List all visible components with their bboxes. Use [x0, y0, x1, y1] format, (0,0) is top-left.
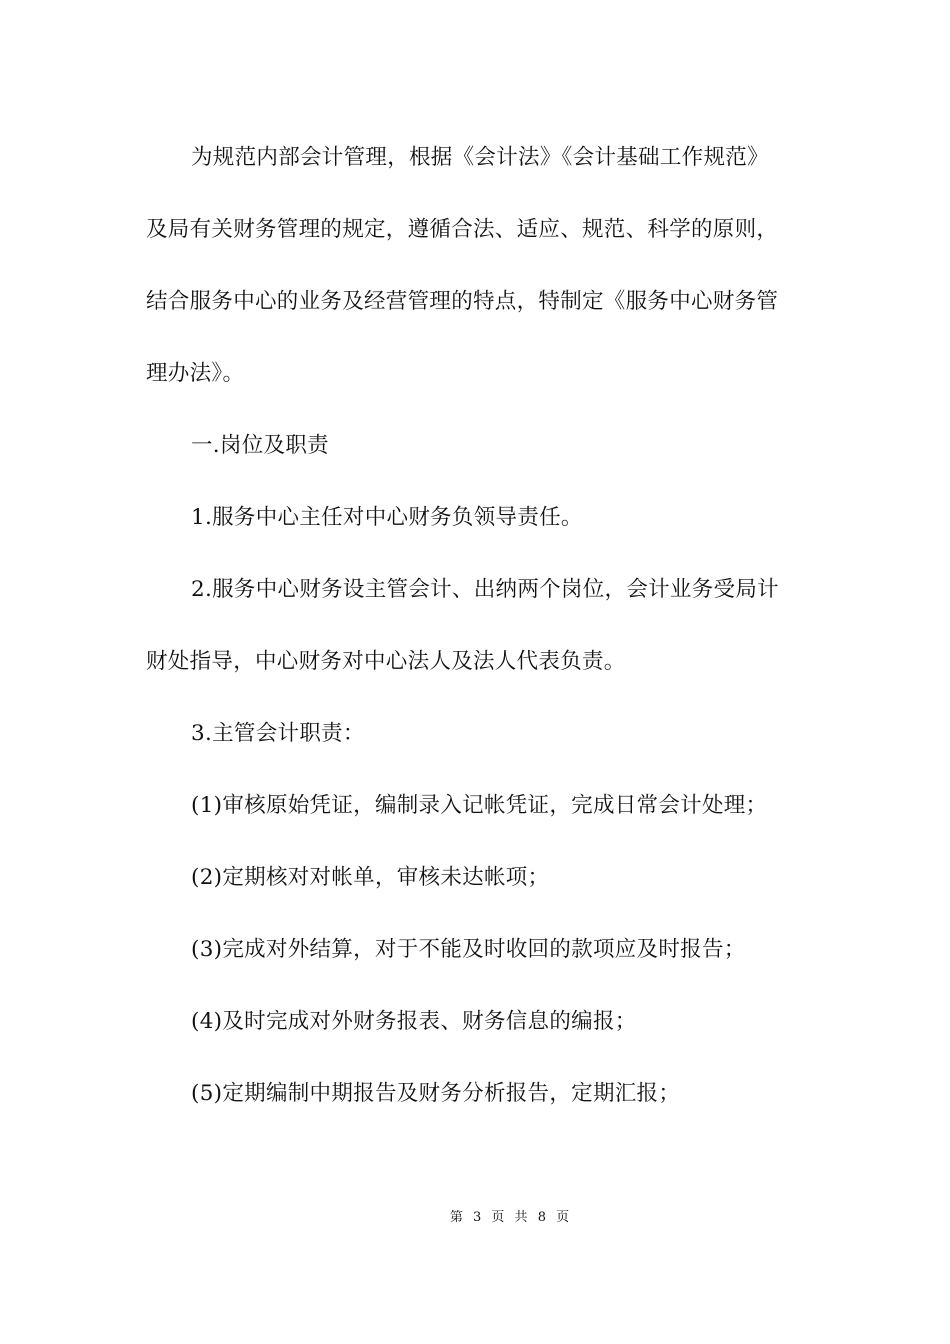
paragraph-line: 2.服务中心财务设主管会计、出纳两个岗位，会计业务受局计 — [191, 577, 779, 602]
paragraph-line: 1.服务中心主任对中心财务负领导责任。 — [191, 505, 583, 530]
section-heading: 一.岗位及职责 — [191, 433, 329, 458]
paragraph-line: 财处指导，中心财务对中心法人及法人代表负责。 — [146, 649, 626, 674]
list-item: (3)完成对外结算，对于不能及时收回的款项应及时报告； — [191, 937, 746, 962]
list-item: (4)及时完成对外财务报表、财务信息的编报； — [191, 1009, 637, 1034]
document-body — [146, 128, 812, 1136]
paragraph-line: 3.主管会计职责： — [191, 721, 365, 746]
list-item: (2)定期核对对帐单，审核未达帐项； — [191, 865, 550, 890]
page-number-footer: 第 3 页 共 8 页 — [449, 1210, 573, 1225]
paragraph-line: 理办法》。 — [146, 361, 245, 386]
paragraph-line: 及局有关财务管理的规定，遵循合法、适应、规范、科学的原则， — [146, 217, 779, 242]
paragraph-line: 为规范内部会计管理，根据《会计法》《会计基础工作规范》 — [191, 145, 769, 170]
list-item: (1)审核原始凭证，编制录入记帐凭证，完成日常会计处理； — [191, 793, 768, 818]
list-item: (5)定期编制中期报告及财务分析报告，定期汇报； — [191, 1081, 681, 1106]
paragraph-line: 结合服务中心的业务及经营管理的特点，特制定《服务中心财务管 — [146, 289, 779, 314]
